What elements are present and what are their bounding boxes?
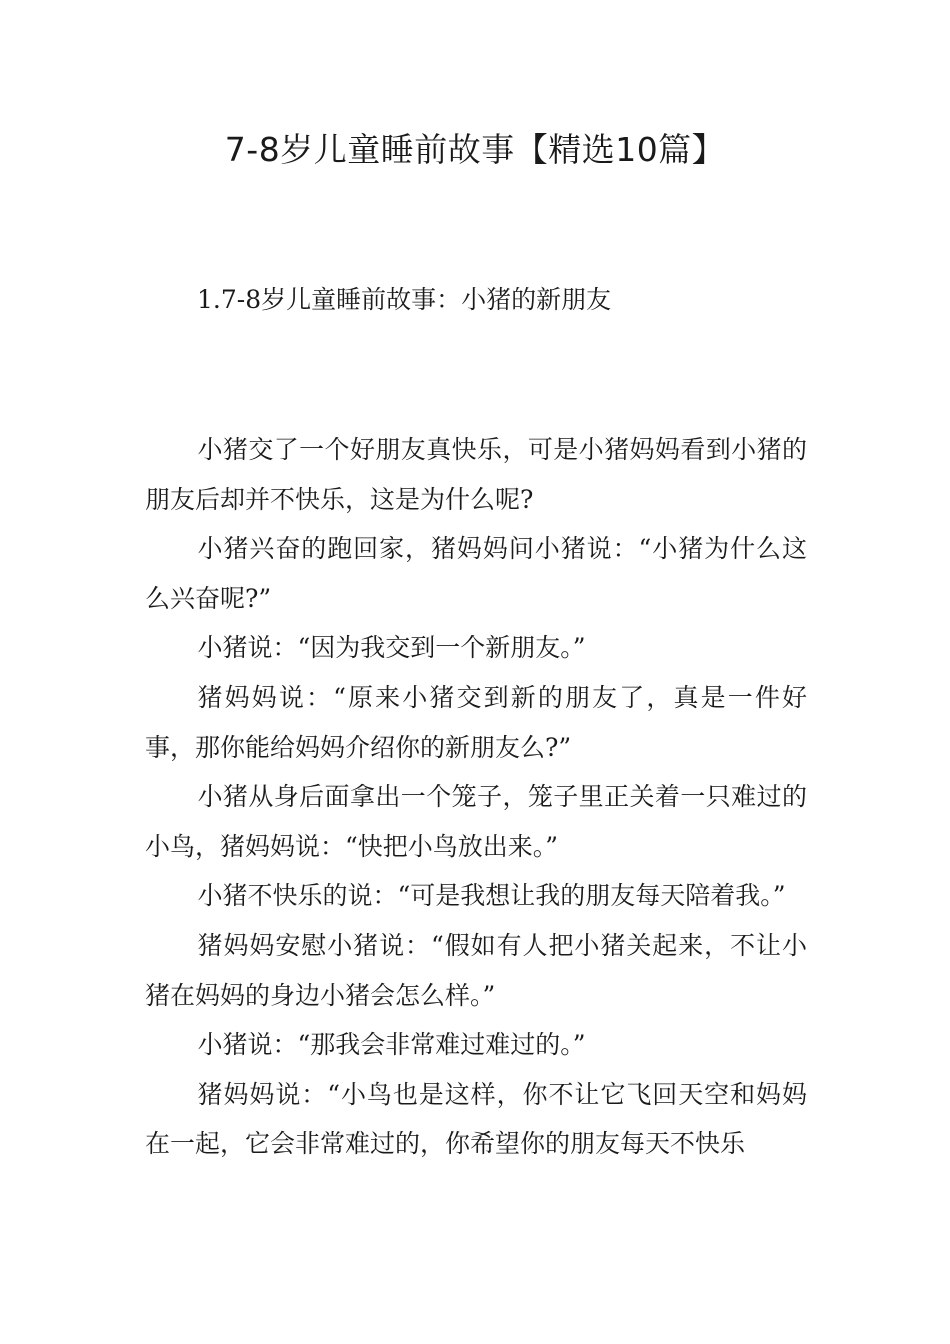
paragraph: 小猪不快乐的说：“可是我想让我的朋友每天陪着我。”	[197, 881, 786, 911]
paragraph: 猪妈妈说：“小鸟也是这样，你不让它飞回天空和妈妈在一起，它会非常难过的，你希望你的朋友每天不快乐	[145, 1079, 807, 1159]
paragraph: 小猪从身后面拿出一个笼子，笼子里正关着一只难过的小鸟，猪妈妈说：“快把小鸟放出来。”	[145, 782, 807, 861]
section-heading: 1.7-8岁儿童睡前故事：小猪的新朋友	[197, 285, 612, 314]
paragraph: 小猪说：“因为我交到一个新朋友。”	[197, 633, 586, 663]
paragraph: 小猪交了一个好朋友真快乐，可是小猪妈妈看到小猪的朋友后却并不快乐，这是为什么呢?	[145, 435, 807, 514]
story-body	[145, 425, 807, 1169]
paragraph: 猪妈妈说：“原来小猪交到新的朋友了，真是一件好事，那你能给妈妈介绍你的新朋友么?”	[145, 682, 807, 762]
paragraph: 小猪说：“那我会非常难过难过的。”	[197, 1030, 586, 1060]
paragraph: 猪妈妈安慰小猪说：“假如有人把小猪关起来，不让小猪在妈妈的身边小猪会怎么样。”	[145, 930, 807, 1010]
document-title: 7-8岁儿童睡前故事【精选10篇】	[224, 130, 726, 169]
paragraph: 小猪兴奋的跑回家，猪妈妈问小猪说：“小猪为什么这么兴奋呢?”	[145, 534, 807, 613]
